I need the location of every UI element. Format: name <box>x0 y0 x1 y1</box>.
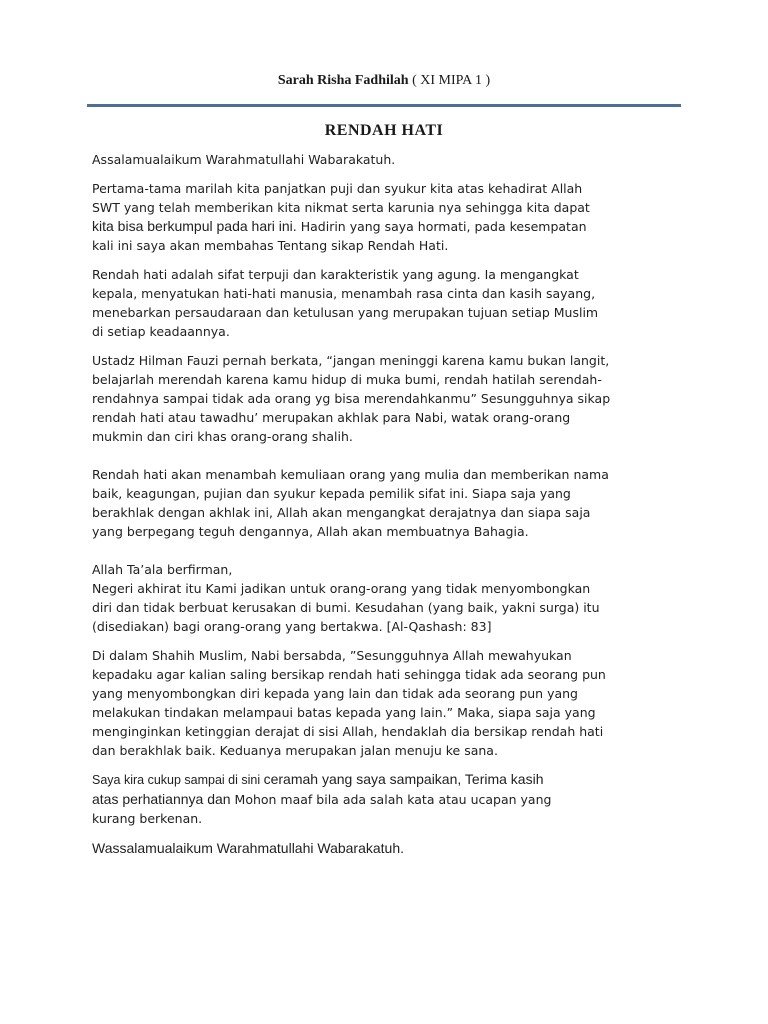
line-fragment: Saya kira cukup sampai di sini <box>92 773 264 787</box>
line: belajarlah merendah karena kamu hidup di muka bumi, rendah hatilah serendah- <box>92 372 602 387</box>
document-title: RENDAH HATI <box>324 122 444 139</box>
line: menginginkan ketinggian derajat di sisi Allah, hendaklah dia bersikap rendah hati <box>92 724 604 739</box>
line: Allah Ta’ala berfirman, <box>92 562 233 577</box>
line: kurang berkenan. <box>92 811 203 826</box>
line: mukmin dan ciri khas orang-orang shalih. <box>92 429 353 444</box>
line: Di dalam Shahih Muslim, Nabi bersabda, ”Sesungguhnya Allah mewahyukan <box>92 648 572 663</box>
paragraph-definition <box>92 265 692 341</box>
line: baik, keagungan, pujian dan syukur kepada pemilik sifat ini. Siapa saja yang <box>92 486 571 501</box>
author-name: Sarah Risha Fadhilah <box>277 73 409 88</box>
line: Pertama-tama marilah kita panjatkan puji dan syukur kita atas kehadirat Allah <box>92 181 583 196</box>
line: SWT yang telah memberikan kita nikmat serta karunia nya sehingga kita dapat <box>92 200 590 215</box>
paragraph-verse <box>92 560 692 636</box>
paragraph-virtue <box>92 465 692 541</box>
line: yang menyombongkan diri kepada yang lain dan tidak ada seorang pun yang <box>92 686 578 701</box>
line-fragment: . Hadirin yang saya hormati, pada kesempatan <box>292 219 587 234</box>
line: berakhlak dengan akhlak ini, Allah akan mengangkat derajatnya dan siapa saja <box>92 505 591 520</box>
line-fragment: Mohon maaf bila ada salah kata atau ucapan yang <box>230 792 552 807</box>
line: rendahnya sampai tidak ada orang yg bisa merendahkanmu” Sesungguhnya sikap <box>92 391 611 406</box>
document-body <box>92 150 692 858</box>
header-divider <box>87 104 681 107</box>
line: (disediakan) bagi orang-orang yang bertakwa. [Al-Qashash: 83] <box>92 619 492 634</box>
line: diri dan tidak berbuat kerusakan di bumi. Kesudahan (yang baik, yakni surga) itu <box>92 600 600 615</box>
author-class: ( XI MIPA 1 ) <box>408 73 491 88</box>
line: di setiap keadaannya. <box>92 324 230 339</box>
line: rendah hati atau tawadhu’ merupakan akhlak para Nabi, watak orang-orang <box>92 410 571 425</box>
line: Rendah hati akan menambah kemuliaan orang yang mulia dan memberikan nama <box>92 467 609 482</box>
line: menebarkan persaudaraan dan ketulusan yang merupakan tujuan setiap Muslim <box>92 305 599 320</box>
line: kepadaku agar kalian saling bersikap rendah hati sehingga tidak ada seorang pun <box>92 667 606 682</box>
line: melakukan tindakan melampaui batas kepada yang lain.” Maka, siapa saja yang <box>92 705 596 720</box>
closing-salutation: Wassalamualaikum Warahmatullahi Wabarakatuh. <box>92 840 405 856</box>
line: Rendah hati adalah sifat terpuji dan karakteristik yang agung. Ia mengangkat <box>92 267 579 282</box>
line: Negeri akhirat itu Kami jadikan untuk orang-orang yang tidak menyombongkan <box>92 581 591 596</box>
author-line <box>0 73 768 89</box>
line: kepala, menyatukan hati-hati manusia, menambah rasa cinta dan kasih sayang, <box>92 286 596 301</box>
line: Ustadz Hilman Fauzi pernah berkata, “jangan meninggi karena kamu bukan langit, <box>92 353 610 368</box>
line: dan berakhlak baik. Keduanya merupakan jalan menuju ke sana. <box>92 743 498 758</box>
paragraph-opening <box>92 179 692 255</box>
greeting: Assalamualaikum Warahmatullahi Wabarakatuh. <box>92 152 396 167</box>
paragraph-quote <box>92 351 692 446</box>
paragraph-hadith <box>92 646 692 760</box>
line: kali ini saya akan membahas Tentang sikap Rendah Hati. <box>92 238 449 253</box>
line: yang berpegang teguh dengannya, Allah akan membuatnya Bahagia. <box>92 524 529 539</box>
line-fragment: atas perhatiannya dan <box>92 791 231 807</box>
line-fragment: ceramah yang saya sampaikan, Terima kasih <box>263 771 544 787</box>
paragraph-closing-remarks <box>92 770 692 828</box>
line-fragment: kita bisa berkumpul pada hari ini <box>92 218 293 234</box>
